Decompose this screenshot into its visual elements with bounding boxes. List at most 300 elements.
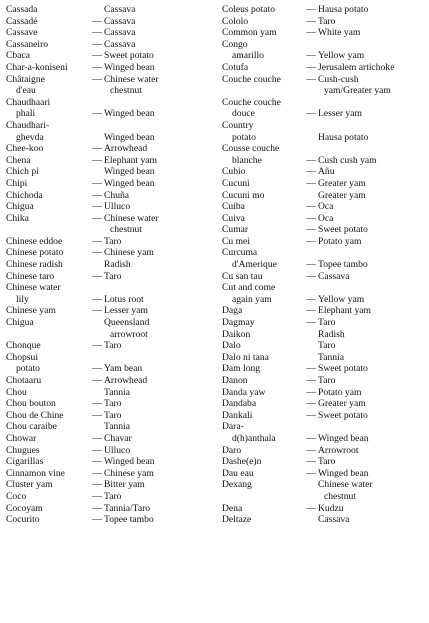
entry-dash: — xyxy=(92,50,102,62)
entry-dash: — xyxy=(92,235,102,247)
entry-dash: — xyxy=(92,502,102,514)
entry-term xyxy=(222,4,304,16)
entry-term xyxy=(6,166,90,178)
entry-translation xyxy=(318,143,377,166)
entry-translation xyxy=(104,514,154,526)
glossary-entry xyxy=(222,363,425,375)
entry-dash: — xyxy=(92,490,102,502)
entry-translation-line: Cassava xyxy=(104,38,136,50)
glossary-entry xyxy=(6,282,214,305)
entry-term xyxy=(222,120,304,143)
entry-term-line: Cu san tau xyxy=(222,270,263,282)
entry-translation-line: Greater yam xyxy=(318,189,366,201)
entry-translation-line xyxy=(104,282,144,294)
entry-term-line: Couche couche xyxy=(222,96,281,108)
entry-translation-line: Taro xyxy=(104,490,122,502)
glossary-entry xyxy=(6,387,214,399)
entry-term xyxy=(6,62,90,74)
entry-translation-line: Taro xyxy=(104,235,122,247)
entry-term-line: d(h)anthala xyxy=(232,432,276,444)
entry-translation xyxy=(318,74,391,97)
entry-term-line: douce xyxy=(232,108,255,120)
entry-translation xyxy=(104,410,121,422)
glossary-entry xyxy=(6,491,214,503)
entry-translation xyxy=(104,433,132,445)
entry-translation-line: Queensland xyxy=(104,317,150,329)
entry-term xyxy=(222,247,304,270)
entry-translation xyxy=(104,213,159,236)
entry-translation xyxy=(318,62,394,74)
entry-term-line: Chigua xyxy=(6,201,34,213)
entry-translation xyxy=(318,410,368,422)
entry-term-line: Chonque xyxy=(6,340,41,352)
entry-translation xyxy=(318,340,335,352)
entry-term xyxy=(222,27,304,39)
entry-translation-line: Jerusalem artichoke xyxy=(318,61,395,73)
entry-dash: — xyxy=(92,108,102,120)
entry-dash: — xyxy=(306,456,316,468)
entry-term xyxy=(6,340,90,352)
glossary-entry xyxy=(6,433,214,445)
entry-translation-line: Chinese yam xyxy=(104,247,154,259)
entry-term-line: Chipi xyxy=(6,177,28,189)
entry-translation xyxy=(104,201,130,213)
entry-translation-line: Taro xyxy=(104,340,122,352)
entry-translation-line: Cush-cush xyxy=(318,73,359,85)
entry-term-line: Dau eau xyxy=(222,467,254,479)
entry-translation-line: Kudzu xyxy=(318,502,344,514)
entry-translation-line: Winged bean xyxy=(104,131,155,143)
glossary-entry xyxy=(6,155,214,167)
entry-term-line: Danon xyxy=(222,375,248,386)
entry-translation-line: Yellow yam xyxy=(318,50,365,62)
glossary-entry xyxy=(6,503,214,515)
glossary-entry xyxy=(6,410,214,422)
entry-translation-line: Winged bean xyxy=(104,61,155,73)
glossary-entry xyxy=(222,178,425,190)
entry-term-line: Couche couche xyxy=(222,73,281,85)
entry-translation xyxy=(318,213,333,225)
entry-translation-line: Taro xyxy=(318,340,336,352)
entry-term-line: Dandaba xyxy=(222,398,257,410)
glossary-entry xyxy=(6,259,214,271)
glossary-entry xyxy=(222,120,425,143)
entry-dash: — xyxy=(92,514,102,526)
entry-translation-line: Lesser yam xyxy=(318,108,362,120)
glossary-entry xyxy=(222,503,425,515)
entry-translation xyxy=(318,201,333,213)
entry-term xyxy=(6,445,90,457)
entry-term xyxy=(222,178,304,190)
entry-translation-line: Elephant yam xyxy=(104,154,158,166)
glossary-entry xyxy=(6,120,214,143)
entry-translation-line: Winged bean xyxy=(318,432,369,444)
entry-term-line: Chinese water xyxy=(6,282,61,294)
entry-translation xyxy=(318,456,335,468)
entry-term-line: Chaudhaari xyxy=(6,96,51,108)
entry-term xyxy=(6,305,90,317)
entry-term-line: Cigarillas xyxy=(6,456,44,468)
entry-term-line: Curcuma xyxy=(222,247,258,259)
entry-term xyxy=(222,16,304,28)
glossary-entry xyxy=(6,4,214,16)
entry-translation xyxy=(104,143,147,155)
entry-translation-line: Chinese water xyxy=(104,73,159,85)
entry-term xyxy=(222,282,304,305)
entry-term xyxy=(222,305,304,317)
entry-term xyxy=(6,155,90,167)
entry-translation-line: Bitter yam xyxy=(104,479,145,491)
entry-translation xyxy=(104,398,121,410)
entry-term-line: Cucuni mo xyxy=(222,189,265,201)
entry-translation xyxy=(104,39,135,51)
glossary-entry xyxy=(222,352,425,364)
entry-term xyxy=(6,247,90,259)
entry-translation-line: Winged bean xyxy=(318,467,369,479)
entry-term xyxy=(222,387,304,399)
entry-term xyxy=(222,363,304,375)
entry-term xyxy=(6,375,90,387)
entry-term xyxy=(6,120,90,143)
entry-dash: — xyxy=(92,201,102,213)
glossary-entry xyxy=(6,143,214,155)
glossary-entry xyxy=(222,213,425,225)
glossary-entry xyxy=(6,50,214,62)
entry-term-line: Chinese radish xyxy=(6,259,63,271)
entry-term xyxy=(222,166,304,178)
entry-translation-line xyxy=(104,352,142,364)
entry-translation-line xyxy=(318,282,364,294)
entry-translation-line: Ulluco xyxy=(104,444,131,456)
entry-translation xyxy=(104,259,131,271)
glossary-entry xyxy=(222,514,425,526)
entry-dash: — xyxy=(306,432,316,444)
entry-term xyxy=(222,514,304,526)
entry-term-line: Cocurito xyxy=(6,514,40,526)
entry-term-line: Cotufa xyxy=(222,61,249,73)
entry-translation-line: Winged bean xyxy=(104,177,155,189)
entry-term-line: d'Amerique xyxy=(232,259,277,271)
entry-translation-line: Taro xyxy=(104,409,122,421)
entry-translation xyxy=(104,282,144,305)
entry-term-line: Dara- xyxy=(222,421,244,433)
entry-translation-line: Tannia/Taro xyxy=(104,502,151,514)
entry-dash: — xyxy=(92,398,102,410)
entry-dash: — xyxy=(306,444,316,456)
left-column xyxy=(6,4,214,526)
entry-term xyxy=(6,421,90,433)
entry-dash: — xyxy=(92,27,102,39)
glossary-entry xyxy=(6,340,214,352)
entry-translation-line: Winged bean xyxy=(104,108,155,120)
entry-dash: — xyxy=(306,4,316,15)
glossary-entry xyxy=(222,271,425,283)
entry-translation-line: Arrowhead xyxy=(104,375,148,386)
entry-translation-line: Yam bean xyxy=(104,363,143,375)
entry-term-line: Chotaaru xyxy=(6,375,42,386)
entry-translation-line xyxy=(318,421,369,433)
entry-dash: — xyxy=(306,467,316,479)
entry-translation-line: Greater yam xyxy=(318,398,366,410)
glossary-entry xyxy=(6,445,214,457)
glossary-entry xyxy=(222,201,425,213)
entry-translation xyxy=(318,398,366,410)
entry-translation-line xyxy=(318,143,377,155)
entry-dash: — xyxy=(306,386,316,398)
glossary-entry xyxy=(6,305,214,317)
entry-translation xyxy=(318,352,344,364)
entry-translation-line: Taro xyxy=(104,270,122,282)
entry-translation-line: Sweet potato xyxy=(318,224,368,236)
entry-term-line: Cut and come xyxy=(222,282,276,294)
entry-translation xyxy=(318,190,366,202)
entry-term xyxy=(6,16,90,28)
entry-term-line: Cuiva xyxy=(222,212,245,224)
entry-term-line: Chugues xyxy=(6,444,40,456)
entry-dash: — xyxy=(92,479,102,491)
entry-translation-line: Cassava xyxy=(104,15,136,27)
glossary-entry xyxy=(222,166,425,178)
entry-translation-line: chestnut xyxy=(324,490,356,502)
glossary-entry xyxy=(222,398,425,410)
entry-term-line: Cocoyam xyxy=(6,502,43,514)
glossary-entry xyxy=(6,479,214,491)
entry-translation xyxy=(104,479,145,491)
entry-dash: — xyxy=(306,259,316,271)
glossary-entry xyxy=(222,97,425,120)
entry-term-line: Cumar xyxy=(222,224,249,236)
entry-dash: — xyxy=(306,398,316,410)
entry-dash: — xyxy=(92,340,102,352)
entry-dash: — xyxy=(92,409,102,421)
entry-translation-line: Oca xyxy=(318,212,334,224)
entry-translation xyxy=(104,50,154,62)
entry-translation-line: Taro xyxy=(318,317,336,329)
entry-translation-line: Tannia xyxy=(104,421,130,433)
entry-translation-line: Chinese water xyxy=(104,212,159,224)
entry-translation xyxy=(104,387,130,399)
entry-term xyxy=(6,456,90,468)
entry-term xyxy=(222,398,304,410)
entry-dash: — xyxy=(92,143,102,155)
glossary-entry xyxy=(222,387,425,399)
glossary-entry xyxy=(6,74,214,97)
entry-dash: — xyxy=(306,305,316,317)
entry-dash: — xyxy=(92,456,102,468)
entry-dash: — xyxy=(92,444,102,456)
entry-translation-line: Hausa potato xyxy=(318,4,369,15)
entry-dash: — xyxy=(306,212,316,224)
glossary-entry xyxy=(222,329,425,341)
entry-dash: — xyxy=(306,27,316,39)
entry-term-line: Cassadé xyxy=(6,15,38,27)
entry-term-line: Chou bouton xyxy=(6,398,56,410)
entry-dash: — xyxy=(306,154,316,166)
entry-translation-line: Sweet potato xyxy=(318,409,368,421)
entry-term xyxy=(222,236,304,248)
entry-term-line: Danda yaw xyxy=(222,386,266,398)
entry-translation xyxy=(104,468,154,480)
entry-translation-line: Lesser yam xyxy=(104,305,148,317)
entry-term xyxy=(222,97,304,120)
entry-translation xyxy=(104,421,130,433)
entry-translation xyxy=(318,317,335,329)
entry-dash: — xyxy=(306,409,316,421)
entry-translation-line: Winged bean xyxy=(104,456,155,468)
entry-term-line: Common yam xyxy=(222,27,277,39)
entry-term xyxy=(6,479,90,491)
entry-translation-line: Elephant yam xyxy=(318,305,372,317)
entry-translation xyxy=(104,456,155,468)
entry-term-line: Chinese taro xyxy=(6,270,55,282)
entry-translation xyxy=(318,178,366,190)
glossary-entry xyxy=(6,16,214,28)
entry-dash: — xyxy=(306,235,316,247)
entry-term-line: Cinnamon vine xyxy=(6,467,65,479)
entry-translation xyxy=(318,329,345,341)
entry-term-line: Chinese potato xyxy=(6,247,64,259)
entry-term-line: Dalo ni tana xyxy=(222,351,269,363)
entry-term-line: amarillo xyxy=(232,50,264,62)
entry-dash: — xyxy=(92,154,102,166)
entry-term xyxy=(6,97,90,120)
entry-dash: — xyxy=(306,363,316,375)
entry-translation xyxy=(104,340,121,352)
glossary-entry xyxy=(6,514,214,526)
entry-term-line: Chena xyxy=(6,154,31,166)
entry-term-line: potato xyxy=(16,363,40,375)
entry-translation xyxy=(104,62,155,74)
entry-translation xyxy=(318,4,368,16)
entry-term xyxy=(222,213,304,225)
entry-dash: — xyxy=(306,177,316,189)
entry-term-line: Dena xyxy=(222,502,243,514)
entry-translation xyxy=(318,387,361,399)
entry-term xyxy=(222,375,304,387)
entry-term xyxy=(6,282,90,305)
entry-term-line: Deltaze xyxy=(222,514,252,526)
entry-term xyxy=(222,317,304,329)
entry-term-line: Cassave xyxy=(6,27,38,39)
entry-dash: — xyxy=(92,375,102,386)
entry-dash: — xyxy=(92,247,102,259)
entry-term xyxy=(6,50,90,62)
entry-translation xyxy=(104,503,150,515)
entry-term-line: Dashe(e)n xyxy=(222,456,262,468)
glossary-entry xyxy=(222,479,425,502)
glossary-entry xyxy=(222,282,425,305)
glossary-entry xyxy=(6,178,214,190)
entry-term xyxy=(6,317,90,329)
entry-term-line: Chowar xyxy=(6,432,37,444)
entry-term xyxy=(6,236,90,248)
entry-term-line: Daga xyxy=(222,305,243,317)
glossary-entry xyxy=(6,39,214,51)
glossary-entry xyxy=(6,398,214,410)
entry-term xyxy=(222,329,304,341)
entry-term xyxy=(6,271,90,283)
entry-translation-line: Tannia xyxy=(318,351,344,363)
entry-term xyxy=(6,259,90,271)
entry-dash: — xyxy=(92,212,102,224)
entry-translation xyxy=(318,479,373,502)
glossary-entry xyxy=(6,236,214,248)
glossary-entry xyxy=(222,468,425,480)
entry-term xyxy=(222,143,304,166)
entry-translation-line xyxy=(318,120,368,132)
entry-dash: — xyxy=(306,108,316,120)
entry-dash: — xyxy=(306,201,316,213)
entry-term-line: Cucuni xyxy=(222,177,250,189)
entry-dash: — xyxy=(92,363,102,375)
entry-term-line: Chou xyxy=(6,386,27,398)
entry-dash: — xyxy=(92,293,102,305)
entry-translation-line: Cush cush yam xyxy=(318,154,377,166)
entry-term-line: Cousse couche xyxy=(222,143,280,155)
entry-term xyxy=(222,271,304,283)
entry-translation-line: Potato yam xyxy=(318,235,362,247)
entry-translation xyxy=(318,305,371,317)
glossary-entry xyxy=(222,421,425,444)
glossary-entry xyxy=(6,456,214,468)
entry-translation-line: Cassava xyxy=(104,4,136,15)
entry-term-line: Chinese eddoe xyxy=(6,235,63,247)
entry-translation xyxy=(104,352,142,375)
glossary-entry xyxy=(222,143,425,166)
glossary-entry xyxy=(6,317,214,340)
entry-translation xyxy=(104,236,121,248)
entry-term-line: Daro xyxy=(222,444,242,456)
entry-translation-line: Taro xyxy=(318,15,336,27)
entry-term xyxy=(222,503,304,515)
entry-term xyxy=(222,410,304,422)
entry-translation-line: Chavar xyxy=(104,432,132,444)
entry-translation xyxy=(104,271,121,283)
entry-translation-line: Tannia xyxy=(104,386,130,398)
entry-translation-line: Ulluco xyxy=(104,201,131,213)
entry-translation-line: arrowroot xyxy=(110,328,148,340)
entry-term-line: Daikon xyxy=(222,328,251,340)
entry-translation xyxy=(318,39,364,62)
entry-term-line: Dalo xyxy=(222,340,241,352)
entry-term xyxy=(6,4,90,16)
entry-dash: — xyxy=(92,305,102,317)
glossary-entry xyxy=(222,4,425,16)
entry-translation xyxy=(104,16,135,28)
entry-translation-line: Taro xyxy=(104,398,122,410)
entry-dash: — xyxy=(306,502,316,514)
entry-term-line: Chopsui xyxy=(6,351,38,363)
entry-term xyxy=(6,468,90,480)
entry-translation xyxy=(104,155,157,167)
glossary-entry xyxy=(6,247,214,259)
entry-translation-line: Cassava xyxy=(318,514,350,526)
entry-term-line: Cassaneiro xyxy=(6,38,49,50)
glossary-entry xyxy=(222,74,425,97)
entry-dash: — xyxy=(306,317,316,329)
entry-translation xyxy=(318,468,369,480)
entry-term xyxy=(6,352,90,375)
entry-term-line: Dam long xyxy=(222,363,261,375)
entry-translation-line xyxy=(318,39,364,51)
entry-term-line: Chaudhari- xyxy=(6,119,50,131)
entry-translation-line: Lotus root xyxy=(104,293,144,305)
entry-translation-line: Arrowhead xyxy=(104,143,148,155)
entry-translation-line: Radish xyxy=(104,259,131,271)
entry-translation xyxy=(318,271,349,283)
entry-translation xyxy=(104,166,155,178)
entry-term-line: Chichoda xyxy=(6,189,43,201)
